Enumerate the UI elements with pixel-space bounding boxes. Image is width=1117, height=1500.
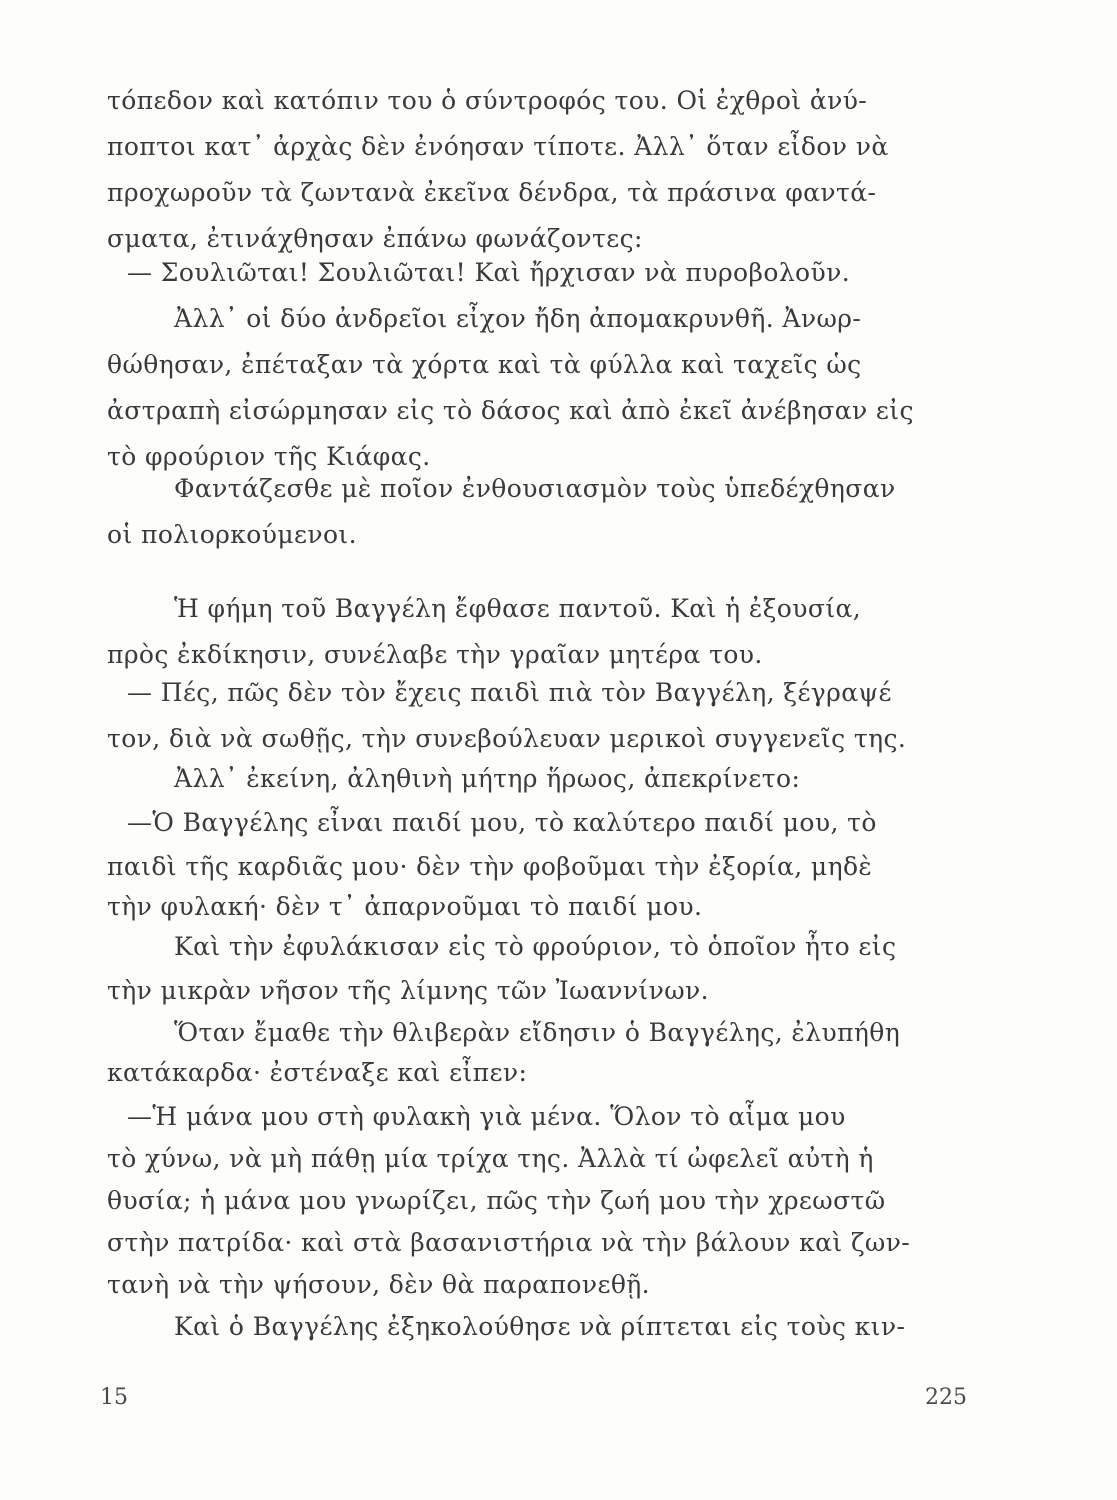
text-line: θυσία; ἡ μάνα μου γνωρίζει, πῶς τὴν ζωή μου τὴν χρεωστῶ bbox=[107, 1186, 886, 1215]
page-number: 225 bbox=[925, 1385, 967, 1410]
text-line: Φαντάζεσθε μὲ ποῖον ἐνθουσιασμὸν τοὺς ὑπεδέχθησαν bbox=[174, 474, 896, 503]
text-line: —Ὁ Βαγγέλης εἶναι παιδί μου, τὸ καλύτερο παιδί μου, τὸ bbox=[127, 808, 877, 837]
text-line: τανὴ νὰ τὴν ψήσουν, δὲν θὰ παραπονεθῇ. bbox=[107, 1270, 650, 1299]
text-line: τὸ φρούριον τῆς Κιάφας. bbox=[107, 442, 431, 471]
text-line: οἱ πολιορκούμενοι. bbox=[107, 520, 357, 549]
text-line: τόπεδον καὶ κατόπιν του ὁ σύντροφός του. Οἱ ἐχθροὶ ἀνύ- bbox=[107, 86, 868, 115]
text-line: παιδὶ τῆς καρδιᾶς μου· δὲν τὴν φοβοῦμαι τὴν ἐξορία, μηδὲ bbox=[107, 852, 873, 881]
text-line: κατάκαρδα· ἐστέναξε καὶ εἶπεν: bbox=[107, 1058, 528, 1087]
text-line: τὴν μικρὰν νῆσον τῆς λίμνης τῶν Ἰωαννίνων. bbox=[107, 976, 709, 1005]
text-line: ποπτοι κατ᾽ ἀρχὰς δὲν ἐνόησαν τίποτε. Ἀλλ᾽ ὅταν εἶδον νὰ bbox=[107, 132, 889, 161]
text-line: Ἡ φήμη τοῦ Βαγγέλη ἔφθασε παντοῦ. Καὶ ἡ ἐξουσία, bbox=[174, 594, 862, 623]
signature-mark: 15 bbox=[100, 1385, 128, 1410]
text-line: Ὅταν ἔμαθε τὴν θλιβερὰν εἴδησιν ὁ Βαγγέλης, ἐλυπήθη bbox=[174, 1018, 901, 1047]
text-line: τὴν φυλακή· δὲν τ᾽ ἀπαρνοῦμαι τὸ παιδί μου. bbox=[107, 892, 703, 921]
text-line: — Πές, πῶς δὲν τὸν ἔχεις παιδὶ πιὰ τὸν Βαγγέλη, ξέγραψέ bbox=[127, 678, 892, 707]
text-line: θώθησαν, ἐπέταξαν τὰ χόρτα καὶ τὰ φύλλα καὶ ταχεῖς ὡς bbox=[107, 350, 862, 379]
text-line: στὴν πατρίδα· καὶ στὰ βασανιστήρια νὰ τὴν βάλουν καὶ ζων- bbox=[107, 1228, 911, 1257]
text-line: Ἀλλ᾽ οἱ δύο ἀνδρεῖοι εἶχον ἤδη ἀπομακρυνθῆ. Ἀνωρ- bbox=[174, 304, 862, 333]
text-line: πρὸς ἐκδίκησιν, συνέλαβε τὴν γραῖαν μητέρα του. bbox=[107, 640, 763, 669]
text-line: σματα, ἐτινάχθησαν ἐπάνω φωνάζοντες: bbox=[107, 224, 643, 253]
text-line: Καὶ ὁ Βαγγέλης ἐξηκολούθησε νὰ ρίπτεται εἰς τοὺς κιν- bbox=[174, 1312, 906, 1341]
text-line: ἀστραπὴ εἰσώρμησαν εἰς τὸ δάσος καὶ ἀπὸ ἐκεῖ ἀνέβησαν εἰς bbox=[107, 396, 914, 425]
text-line: τον, διὰ νὰ σωθῇς, τὴν συνεβούλευαν μερικοὶ συγγενεῖς της. bbox=[107, 724, 907, 753]
text-line: —Ἡ μάνα μου στὴ φυλακὴ γιὰ μένα. Ὅλον τὸ αἷμα μου bbox=[127, 1102, 846, 1131]
text-line: Ἀλλ᾽ ἐκείνη, ἀληθινὴ μήτηρ ἥρωος, ἀπεκρίνετο: bbox=[174, 764, 801, 793]
text-line: — Σουλιῶται! Σουλιῶται! Καὶ ἤρχισαν νὰ πυροβολοῦν. bbox=[127, 258, 851, 287]
text-line: τὸ χύνω, νὰ μὴ πάθῃ μία τρίχα της. Ἀλλὰ τί ὠφελεῖ αὐτὴ ἡ bbox=[107, 1144, 874, 1173]
text-line: προχωροῦν τὰ ζωντανὰ ἐκεῖνα δένδρα, τὰ πράσινα φαντά- bbox=[107, 178, 877, 207]
text-line: Καὶ τὴν ἐφυλάκισαν εἰς τὸ φρούριον, τὸ ὁποῖον ἦτο εἰς bbox=[174, 932, 897, 961]
